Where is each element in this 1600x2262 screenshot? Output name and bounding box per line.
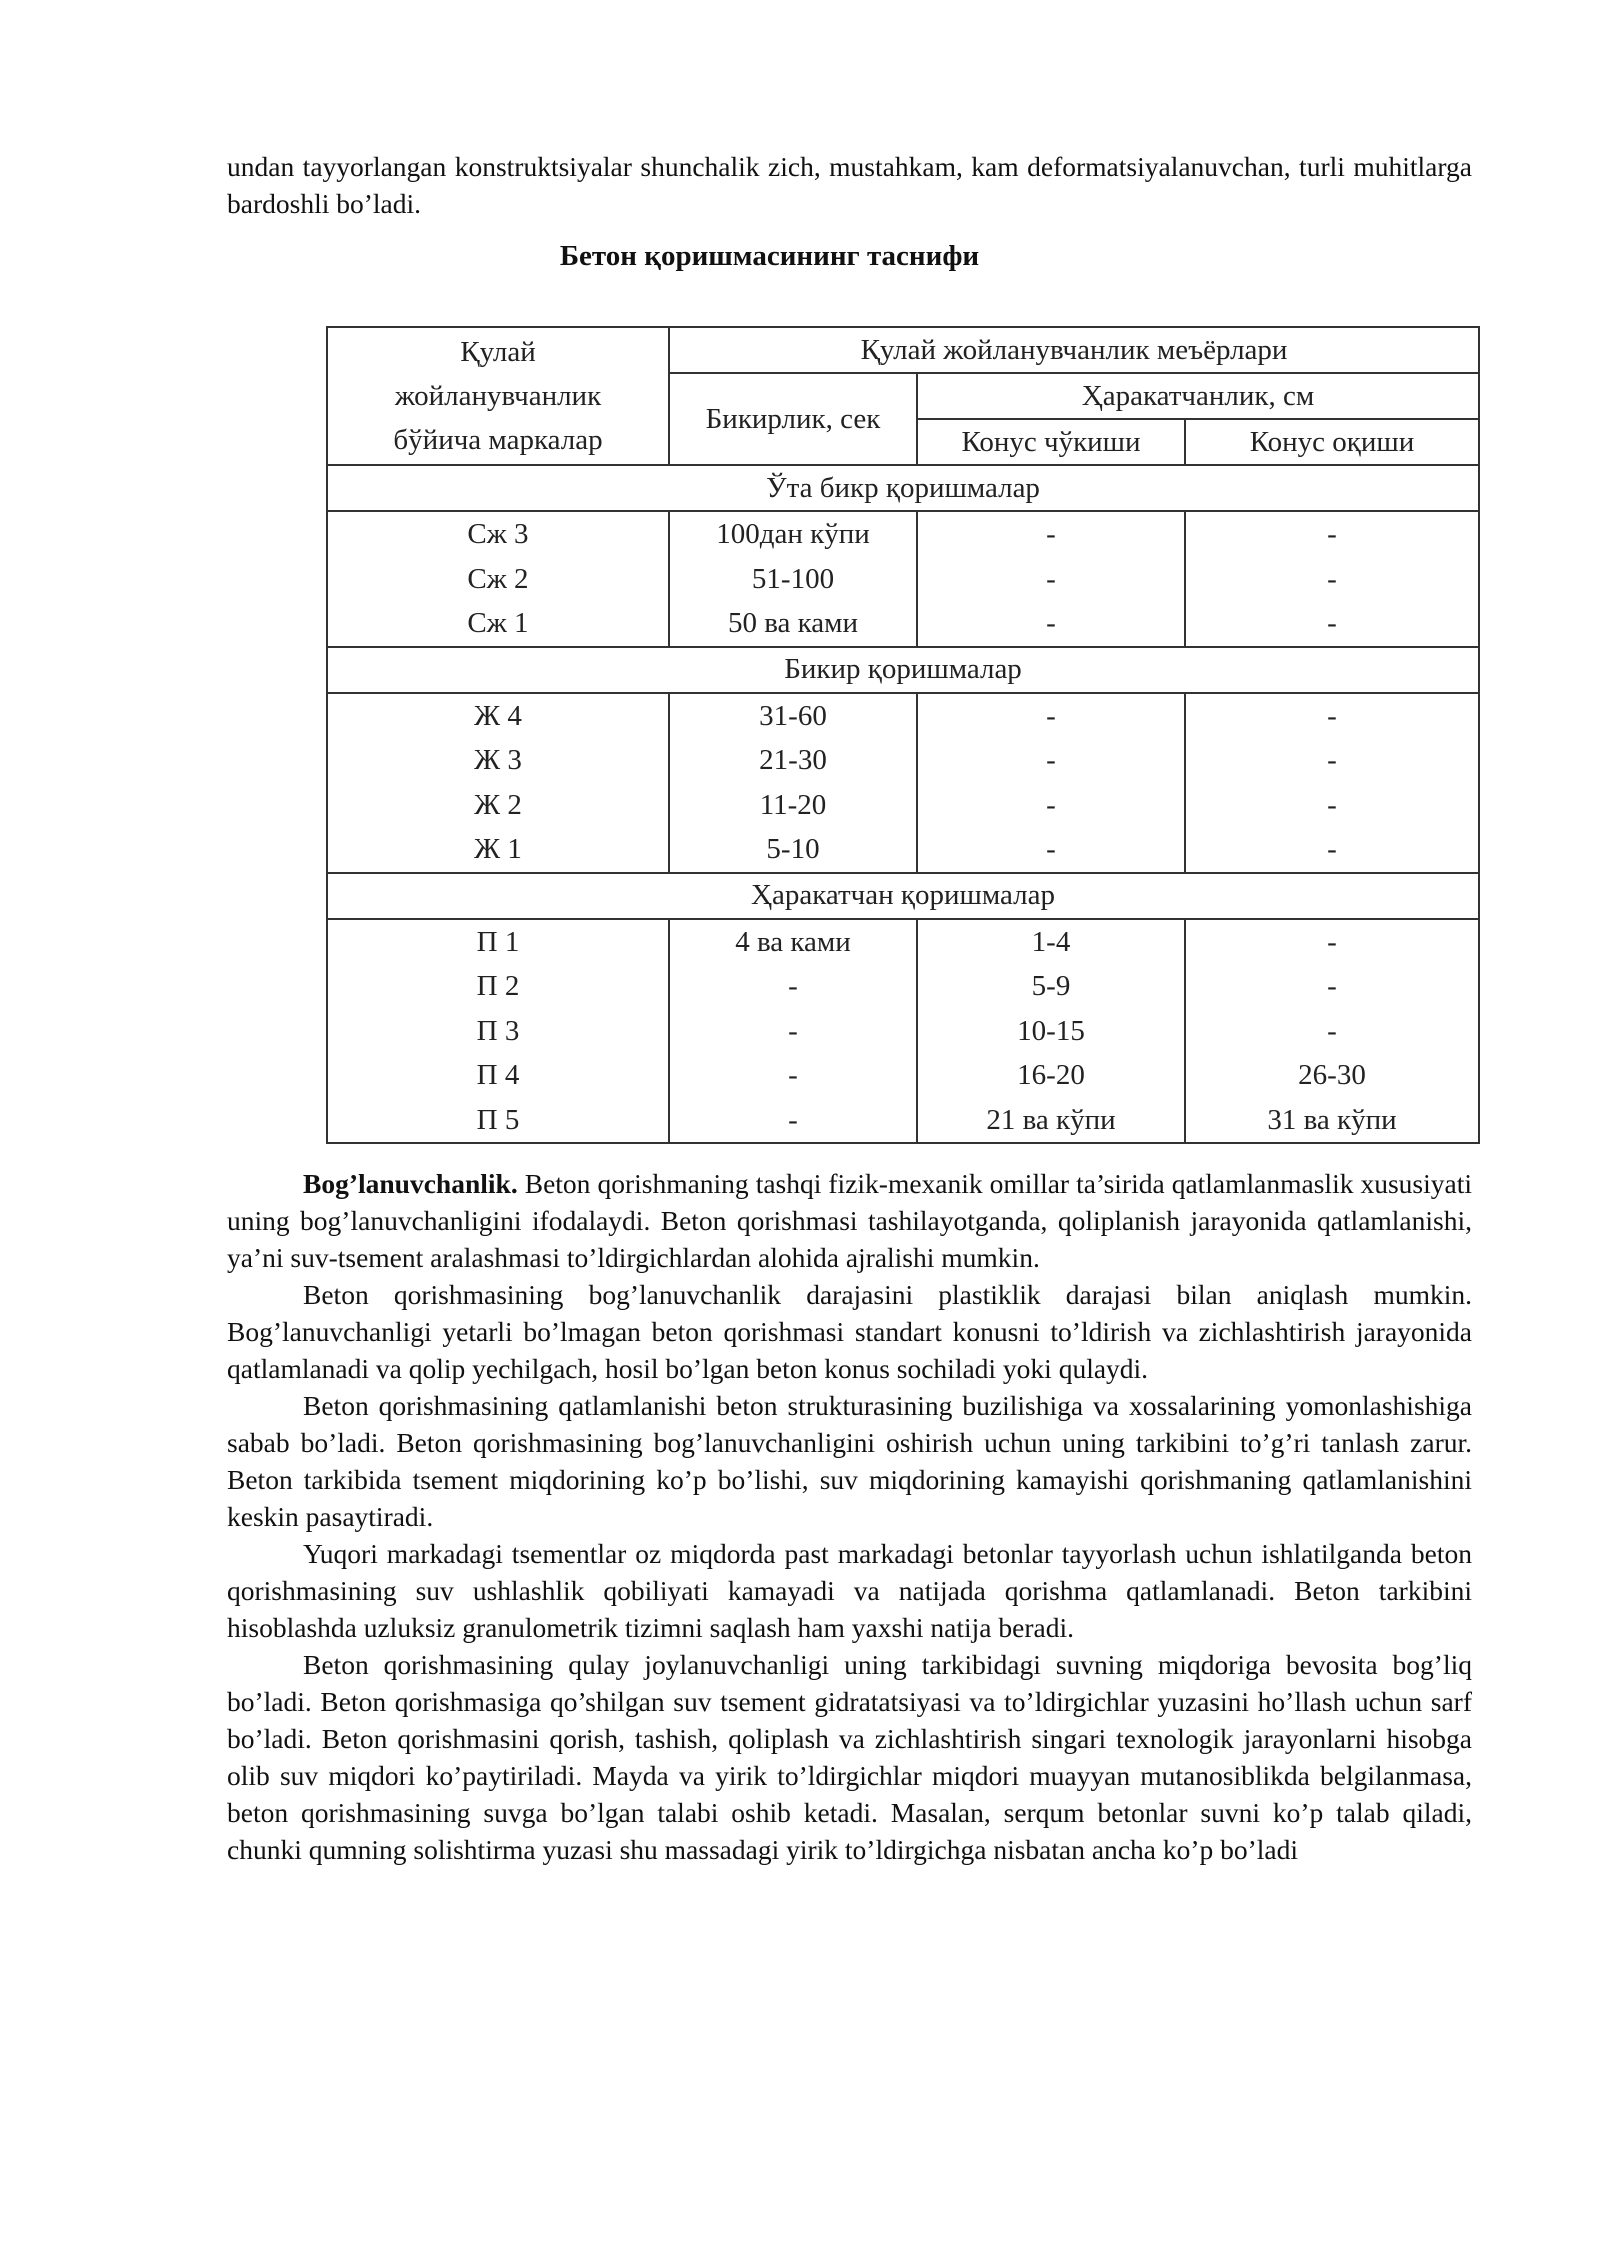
cell-cone-flow: -	[1327, 833, 1337, 865]
cell-cone-slump-column	[917, 511, 1185, 647]
cell-cone-flow: -	[1327, 699, 1337, 732]
cell-cone-slump: -	[1046, 562, 1056, 595]
body-paragraph: Yuqori markadagi tsementlar oz miqdorda past markadagi betonlar tayyorlash uchun ishlatilganda beton qorishmasining suv ushlashlik qobiliyati kamayadi va natijada qorishma qatlamlanadi. Beton tarkibini hisoblashda uzluksiz granulometrik tizimni saqlash ham yaxshi natija beradi.	[227, 1538, 1472, 1643]
col-header-cone-flow: Конус оқиши	[1185, 419, 1479, 465]
cell-cone-slump: 5-9	[1031, 970, 1071, 1002]
col-header-stiffness: Бикирлик, сек	[669, 373, 917, 465]
cell-brand: П 4	[476, 1059, 520, 1091]
table-group-header: Ўта бикр қоришмалар	[327, 465, 1479, 511]
cell-cone-flow-column	[1185, 511, 1479, 647]
cell-stiffness: 51-100	[751, 562, 835, 595]
cell-cone-slump-column	[917, 693, 1185, 873]
table-row-group	[327, 511, 1479, 647]
col-header-brand: Қулай жойланувчанлик бўйича маркалар	[327, 327, 669, 465]
cell-cone-flow: -	[1327, 562, 1337, 595]
body-paragraph: Beton qorishmasining qatlamlanishi beton strukturasining buzilishiga va xossalarining yomonlashishiga sabab bo’ladi. Beton qorishmasining bog’lanuvchanligini oshirish uchun uning tarkibini to’g’ri tanlash zarur. Beton tarkibida tsement miqdorining ko’p bo’lishi, suv miqdorining kamayishi qorishmaning qatlamlanishini keskin pasaytiradi.	[227, 1390, 1472, 1532]
cell-brand: Сж 2	[467, 562, 529, 595]
col-header-norms: Қулай жойланувчанлик меъёрлари	[669, 327, 1479, 373]
table-group-header: Бикир қоришмалар	[327, 647, 1479, 693]
cell-brand: Ж 1	[474, 833, 522, 865]
cell-cone-flow: -	[1327, 518, 1337, 550]
table-row-group	[327, 693, 1479, 873]
cell-brand: П 5	[476, 1103, 520, 1136]
cell-stiffness: -	[788, 1103, 798, 1136]
cell-cone-flow-column	[1185, 693, 1479, 873]
cell-cone-slump: -	[1046, 788, 1056, 821]
cell-brand: Сж 3	[467, 518, 529, 550]
cell-cone-flow: -	[1327, 970, 1337, 1002]
classification-table	[326, 326, 1480, 1144]
classification-table-wrap	[326, 326, 1478, 1144]
col-header-cone-slump: Конус чўкиши	[917, 419, 1185, 465]
cell-cone-slump: 16-20	[1017, 1059, 1085, 1091]
cell-cone-slump: 21 ва кўпи	[986, 1103, 1116, 1136]
cell-cone-slump: -	[1046, 833, 1056, 865]
cell-cone-flow: 26-30	[1298, 1059, 1366, 1091]
cell-cone-slump: 10-15	[1017, 1014, 1085, 1047]
cell-cone-slump: -	[1046, 518, 1056, 550]
cell-cone-flow: -	[1327, 1014, 1337, 1047]
cell-stiffness: 21-30	[759, 744, 827, 776]
cell-brand: Сж 1	[467, 607, 529, 639]
cell-cone-slump: -	[1046, 744, 1056, 776]
paragraph-lead-term: Bog’lanuvchanlik.	[303, 1168, 518, 1199]
cell-brand: Ж 4	[474, 699, 522, 732]
cell-stiffness: 100дан кўпи	[716, 518, 870, 550]
cell-stiffness-column	[669, 919, 917, 1144]
col-header-mobility: Ҳаракатчанлик, см	[917, 373, 1479, 419]
cell-cone-slump: 1-4	[1031, 925, 1071, 958]
cell-cone-slump: -	[1046, 607, 1056, 639]
cell-stiffness: 31-60	[759, 699, 827, 732]
body-paragraph: Bog’lanuvchanlik. Beton qorishmaning tashqi fizik-mexanik omillar ta’sirida qatlamlanmaslik xususiyati uning bog’lanuvchanligini ifodalaydi. Beton qorishmasi tashilayotganda, qoliplanish jarayonida qatlamlanishi, ya’ni suv-tsement aralashmasi to’ldirgichlardan alohida ajralishi mumkin.	[227, 1168, 1472, 1273]
cell-brand-column	[327, 511, 669, 647]
cell-cone-flow: -	[1327, 744, 1337, 776]
cell-brand: П 2	[476, 970, 520, 1002]
cell-stiffness: -	[788, 1059, 798, 1091]
cell-cone-flow-column	[1185, 919, 1479, 1144]
body-text	[227, 1165, 1472, 1868]
cell-brand: П 3	[476, 1014, 520, 1047]
body-paragraph: Beton qorishmasining bog’lanuvchanlik darajasini plastiklik darajasi bilan aniqlash mumkin. Bog’lanuvchanligi yetarli bo’lmagan beton qorishmasi standart konusni to’ldirish va zichlashtirish jarayonida qatlamlanadi va qolip yechilgach, hosil bo’lgan beton konus sochiladi yoki qulaydi.	[227, 1279, 1472, 1384]
cell-stiffness-column	[669, 511, 917, 647]
cell-cone-flow: 31 ва кўпи	[1267, 1103, 1397, 1136]
cell-cone-flow: -	[1327, 607, 1337, 639]
cell-brand: Ж 3	[474, 744, 522, 776]
document-page	[227, 148, 1472, 1865]
cell-stiffness: 4 ва ками	[735, 925, 851, 958]
cell-stiffness: 11-20	[759, 788, 827, 821]
cell-cone-slump-column	[917, 919, 1185, 1144]
cell-brand: Ж 2	[474, 788, 522, 821]
body-paragraph: Beton qorishmasining qulay joylanuvchanligi uning tarkibidagi suvning miqdoriga bevosita bog’liq bo’ladi. Beton qorishmasiga qo’shilgan suv tsement gidratatsiyasi va to’ldirgichlar yuzasini ho’llash uchun sarf bo’ladi. Beton qorishmasini qorish, tashish, qoliplash va zichlashtirish singari texnologik jarayonlarni hisobga olib suv miqdori ko’paytiriladi. Mayda va yirik to’ldirgichlar miqdori muayyan mutanosiblikda belgilanmasa, beton qorishmasining suvga bo’lgan talabi oshib ketadi. Masalan, serqum betonlar suvni ko’p talab qiladi, chunki qumning solishtirma yuzasi shu massadagi yirik to’ldirgichga nisbatan ancha ko’p bo’ladi	[227, 1649, 1472, 1865]
cell-cone-flow: -	[1327, 925, 1337, 958]
intro-paragraph: undan tayyorlangan konstruktsiyalar shunchalik zich, mustahkam, kam deformatsiyalanuvchan, turli muhitlarga bardoshli bo’ladi.	[227, 151, 1472, 219]
cell-stiffness: -	[788, 1014, 798, 1047]
cell-stiffness: -	[788, 970, 798, 1002]
cell-brand-column	[327, 693, 669, 873]
cell-cone-slump: -	[1046, 699, 1056, 732]
table-row-group	[327, 919, 1479, 1144]
cell-stiffness-column	[669, 693, 917, 873]
table-title: Бетон қоришмасининг таснифи	[559, 240, 980, 272]
table-group-header: Ҳаракатчан қоришмалар	[327, 873, 1479, 919]
cell-stiffness: 5-10	[766, 833, 820, 865]
cell-brand-column	[327, 919, 669, 1144]
cell-brand: П 1	[476, 925, 520, 958]
cell-stiffness: 50 ва ками	[727, 607, 859, 639]
cell-cone-flow: -	[1327, 788, 1337, 821]
